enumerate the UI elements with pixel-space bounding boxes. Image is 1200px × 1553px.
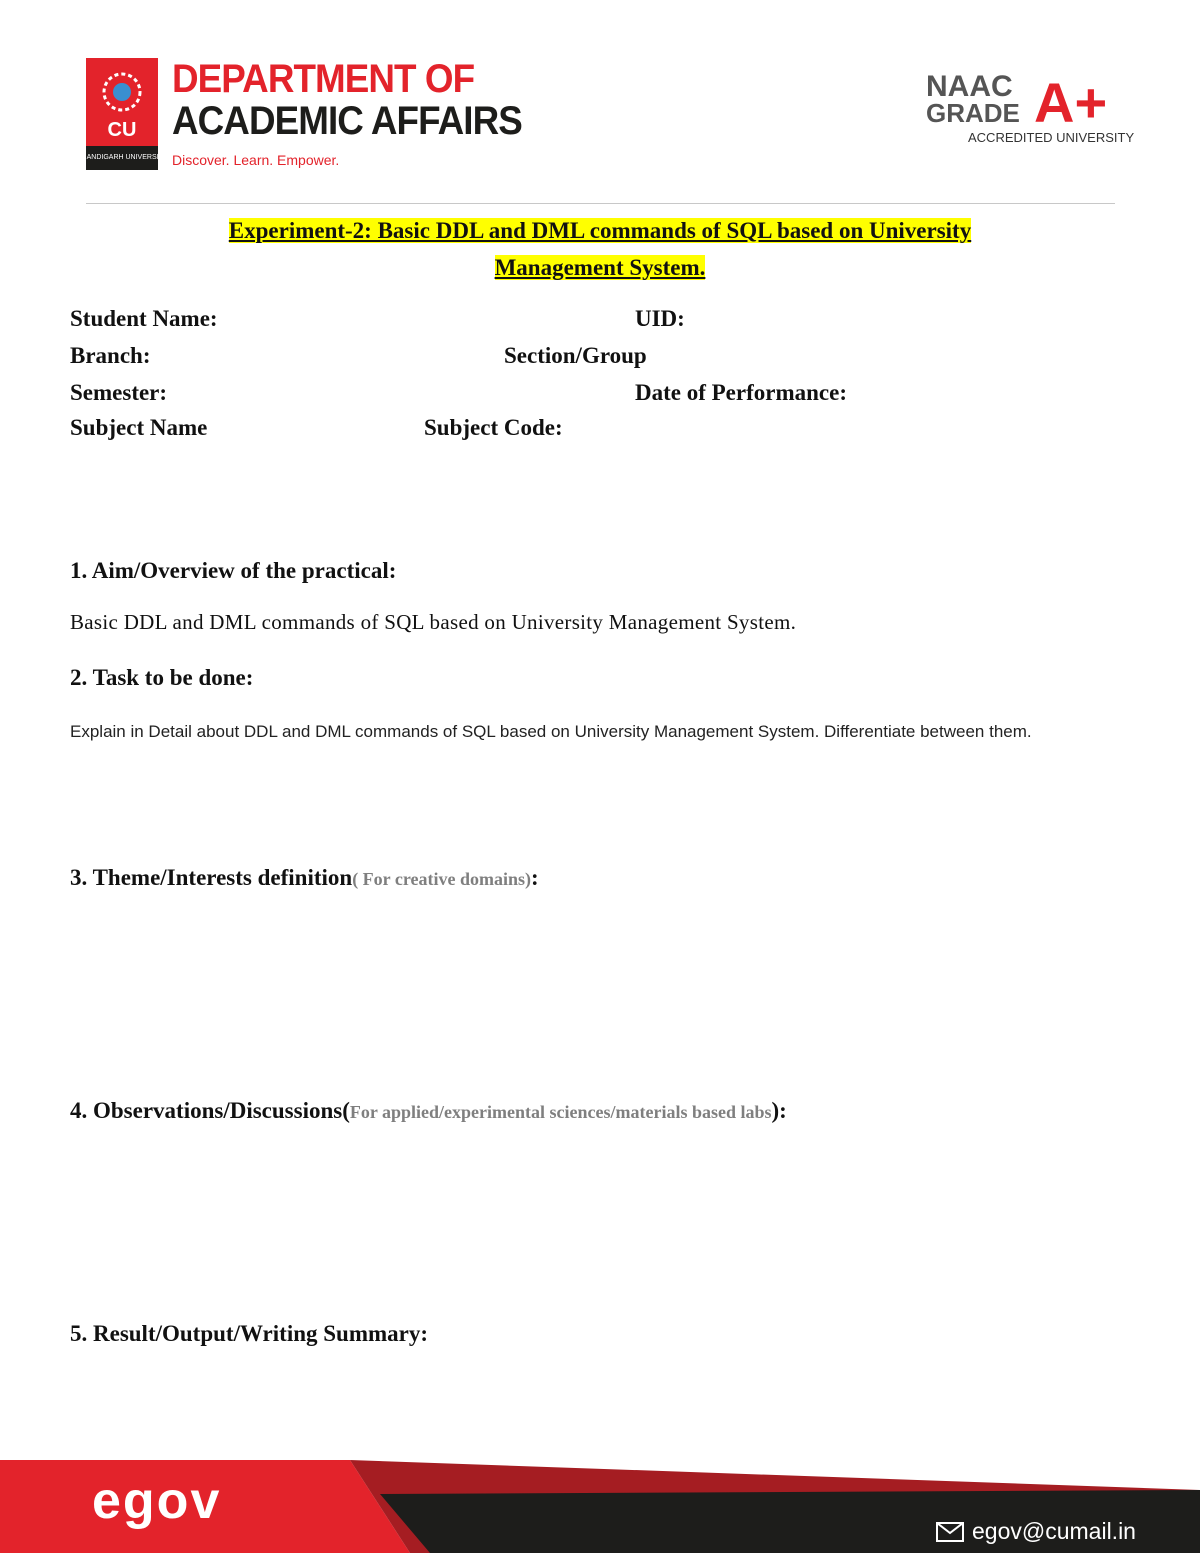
- naac-grade: A+: [1034, 71, 1108, 134]
- cu-logo: [76, 58, 168, 170]
- mail-icon: [936, 1522, 964, 1542]
- footer-email-link[interactable]: egov@cumail.in: [972, 1518, 1136, 1544]
- aim-text: Basic DDL and DML commands of SQL based on University Management System.: [70, 610, 797, 634]
- experiment-title: [110, 212, 1090, 286]
- egov-logo: [92, 1470, 272, 1530]
- theme-note: ( For creative domains): [352, 869, 531, 889]
- student-name-label: Student Name:: [70, 306, 218, 331]
- naac-line2: GRADE: [926, 98, 1020, 128]
- department-title-line2: ACADEMIC AFFAIRS: [172, 99, 522, 143]
- naac-line3: ACCREDITED UNIVERSITY: [968, 130, 1135, 145]
- theme-heading-text: 3. Theme/Interests definition: [70, 865, 353, 890]
- task-heading: 2. Task to be done:: [70, 665, 254, 690]
- observations-note: For applied/experimental sciences/materials based labs: [349, 1102, 772, 1122]
- naac-line1: NAAC: [926, 70, 1013, 103]
- task-text: Explain in Detail about DDL and DML commands of SQL based on University Management System. Differentiate between them.: [70, 722, 1032, 741]
- branch-label: Branch:: [70, 343, 151, 368]
- uid-label: UID:: [635, 306, 685, 331]
- observations-heading-text: 4. Observations/Discussions(: [70, 1098, 350, 1123]
- egov-brand: egov: [92, 1472, 222, 1530]
- subject-code-label: Subject Code:: [424, 415, 563, 440]
- naac-logo: [922, 66, 1135, 146]
- section-group-label: Section/Group: [504, 343, 647, 368]
- semester-label: Semester:: [70, 380, 168, 405]
- department-title-line1: DEPARTMENT OF: [172, 57, 475, 101]
- date-of-performance-label: Date of Performance:: [635, 380, 847, 405]
- cu-logo-subtext: CHANDIGARH UNIVERSITY: [76, 154, 168, 161]
- tagline: Discover. Learn. Empower.: [172, 152, 340, 168]
- aim-heading: 1. Aim/Overview of the practical:: [70, 558, 397, 583]
- result-heading: 5. Result/Output/Writing Summary:: [70, 1321, 429, 1346]
- experiment-title-line2: Management System.: [494, 255, 706, 280]
- theme-heading-suffix: :: [530, 865, 539, 890]
- observations-heading: [70, 1098, 787, 1124]
- subject-name-label: Subject Name: [70, 415, 208, 440]
- cu-logo-badge: CU: [107, 119, 137, 141]
- theme-heading: [70, 865, 539, 891]
- header-divider: [86, 203, 1115, 204]
- department-title: [172, 58, 522, 142]
- experiment-title-line1: Experiment-2: Basic DDL and DML commands of SQL based on University: [228, 218, 972, 243]
- observations-heading-suffix: ):: [771, 1098, 787, 1123]
